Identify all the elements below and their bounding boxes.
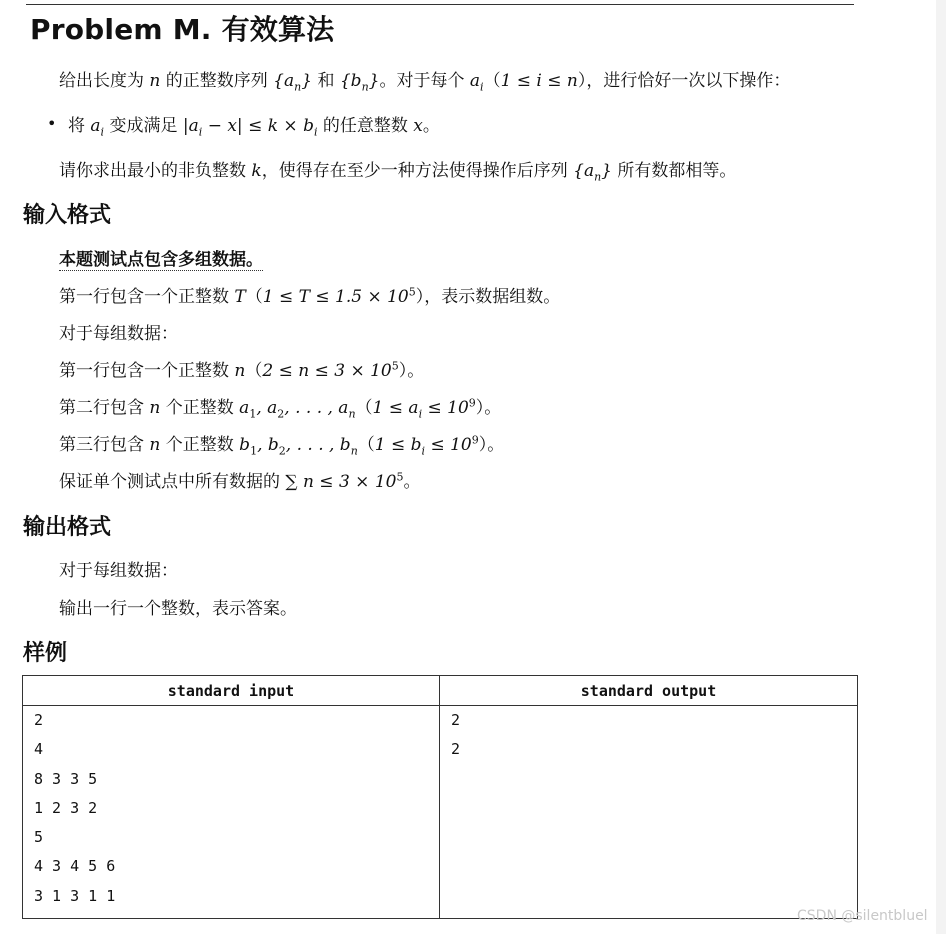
input-line-4: 第二行包含 n 个正整数 $a_1$, $a_2$, . . . , $a_n(1 \le a_i \le 10^9)$。 <box>59 396 502 421</box>
statement-bullet: 将 $a_i$ 变成满足 $|a_i - x| \le k \times b_i$ 的任意整数 x。 <box>68 116 440 139</box>
statement-paragraph-1: 给出长度为 n 的正整数序列 $\{a_n\}$ 和 $\{b_n\}$。对于每个 $a_i(1 \le i \le n)$，进行恰好一次以下操作： <box>59 71 791 94</box>
header-rule <box>26 4 854 5</box>
sample-input-cell <box>23 706 440 919</box>
output-line-2: 输出一行一个整数，表示答案。 <box>59 599 297 619</box>
input-line-1: 第一行包含一个正整数 $T(1 \le T \le 1.5 \times 10^5)$，表示数据组数。 <box>59 285 561 307</box>
problem-title: Problem M. 有效算法 <box>30 13 335 46</box>
input-line-2: 对于每组数据： <box>59 324 178 344</box>
sample-input-header: standard input <box>23 676 440 706</box>
multi-test-note: 本题测试点包含多组数据。 <box>59 250 263 270</box>
sample-input-line: 5 <box>34 828 44 847</box>
input-line-3: 第一行包含一个正整数 $n(2 \le n \le 3 \times 10^5)$。 <box>59 359 425 381</box>
sample-input-line: 3 1 3 1 1 <box>34 886 116 905</box>
sample-input-line: 4 3 4 5 6 <box>34 857 116 876</box>
sample-table <box>22 675 858 919</box>
output-line-1: 对于每组数据： <box>59 561 178 581</box>
sample-heading: 样例 <box>23 641 68 666</box>
sample-input-line: 1 2 3 2 <box>34 798 98 817</box>
sample-output-header: standard output <box>440 676 858 706</box>
sample-input-line: 8 3 3 5 <box>34 769 98 788</box>
sample-output-line: 2 <box>451 711 461 729</box>
input-line-6: 保证单个测试点中所有数据的 ∑ $n \le 3 \times 10^5$。 <box>59 470 421 492</box>
sample-input-line: 4 <box>34 740 44 759</box>
bullet-dot: • <box>47 114 57 133</box>
scrollbar-track[interactable] <box>936 0 946 934</box>
input-line-5: 第三行包含 n 个正整数 $b_1$, $b_2$, . . . , $b_n(1 \le b_i \le 10^9)$。 <box>59 433 505 458</box>
sample-output-cell <box>440 706 858 919</box>
watermark: CSDN @silentbluel <box>797 908 928 924</box>
output-format-heading: 输出格式 <box>23 515 112 540</box>
input-format-heading: 输入格式 <box>23 203 112 228</box>
cropped-header-remnant <box>280 0 600 2</box>
statement-paragraph-2: 请你求出最小的非负整数 k，使得存在至少一种方法使得操作后序列 $\{a_n\}$ 所有数都相等。 <box>59 161 737 184</box>
sample-output-line: 2 <box>451 740 461 759</box>
sample-input-line: 2 <box>34 711 44 729</box>
